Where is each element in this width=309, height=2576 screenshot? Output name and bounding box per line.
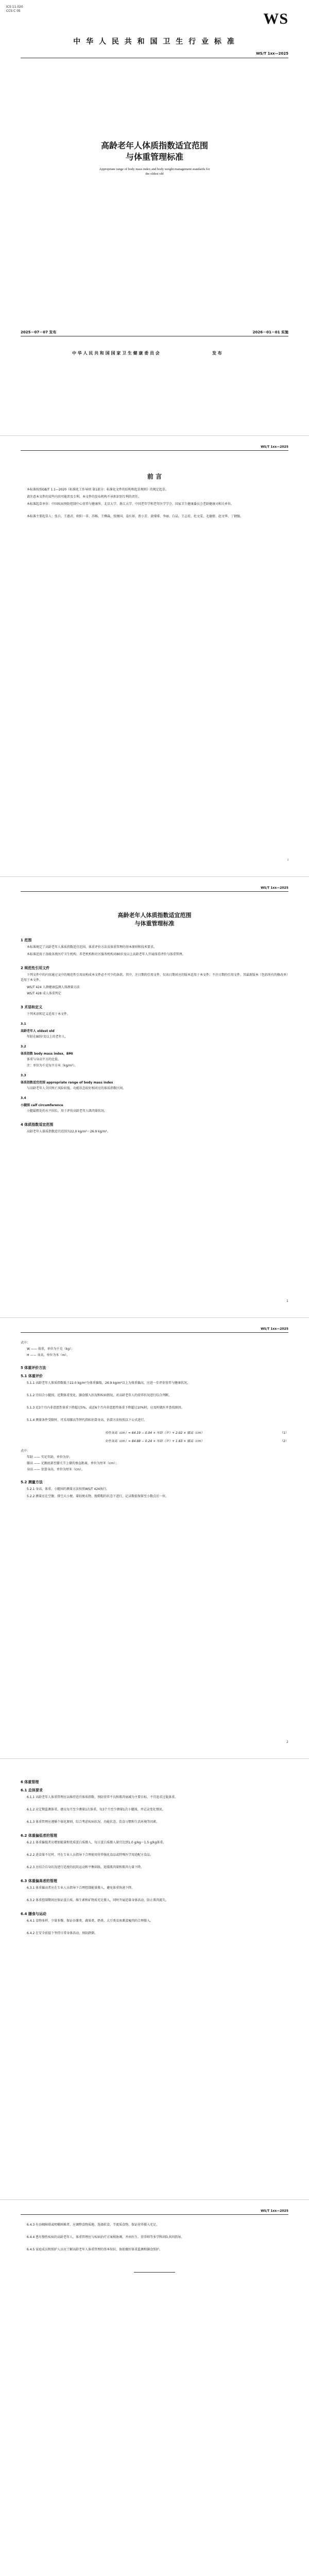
- paragraph: 本标准规定了高龄老年人体质指数适宜范围、体重评价方法及体重管理的基本原则和技术要求。: [27, 945, 157, 949]
- paragraph: 5.1.3 近3个月内非意愿性体重下降超过5%，或近6个月内非意愿性体重下降超过10%时，应及时就医并查找原因。: [27, 1406, 184, 1410]
- equation-number: （1）: [280, 1431, 288, 1435]
- paragraph: 5.2.2 测量应在空腹、排空大小便、着轻便衣物、脱鞋帽的状态下进行，记录数值保留至小数点后一位。: [27, 1495, 169, 1498]
- foreword-paragraph: 本标准起草单位：中国疾病预防控制中心营养与健康所、北京大学、浙江大学、中国老年学和老年医学学会、国家卫生健康委员会老龄健康司相关单位。: [27, 502, 234, 506]
- term-number: 3.2: [21, 1045, 26, 1048]
- paragraph: 6.1.2 应定期监测体重，建议每月至少测量1次体重，每3个月至少测量1次小腿围，并记录变化情况。: [27, 1808, 165, 1811]
- subsection-title: 5.2 测量方法: [21, 1480, 43, 1484]
- paragraph: 下列文件中的内容通过文中的规范性引用而构成本文件必不可少的条款。其中，注日期的引用文件，仅该日期对应的版本适用于本文件；不注日期的引用文件，其最新版本（包括所有的修改单）适用于本文件。: [21, 973, 288, 982]
- paragraph: 6.4.1 食物多样、少量多餐，保证谷薯类、蔬果类、奶类、大豆类及鱼禽蛋瘦肉的合理摄入。: [27, 1919, 153, 1923]
- ws-logo: WS: [263, 10, 288, 27]
- paragraph: 6.4.5 家庭成员和照护人员应了解高龄老年人体重管理的基本知识，协助做好体重监测和膳食照护。: [27, 2248, 163, 2251]
- formula-legend-item: W —— 体重，单位为千克（kg）；: [27, 1347, 75, 1351]
- cover-title-en-2: the oldest old: [145, 172, 164, 176]
- paragraph: 5.1.2 宜结合小腿围、近期体重变化、膳食摄入状况和疾病情况，对高龄老年人的营养状况进行综合判断。: [27, 1394, 172, 1397]
- page-number: 1: [286, 1299, 288, 1303]
- term-note: 注：单位为千克每平方米（kg/m²）。: [27, 1064, 78, 1067]
- paragraph: 6.3.1 体重偏高者应在专业人员指导下合理控制能量摄入，避免体重快速下降。: [27, 1886, 135, 1890]
- paragraph: 6.2.2 进食量不足时，可在专业人员指导下合理使用营养强化食品或特殊医学用途配方食品。: [27, 1853, 153, 1857]
- section-title: 1 范围: [21, 938, 32, 942]
- formula-legend-item: 年龄 —— 实足年龄，单位为岁；: [27, 1455, 72, 1459]
- term-name: 体质指数适宜范围 appropriate range of body mass index: [21, 1081, 113, 1084]
- paragraph: 高龄老年人体质指数适宜范围为22.0 kg/m²～26.9 kg/m²。: [27, 1130, 110, 1133]
- cover-title-line-1: 高龄老年人体质指数适宜范围: [100, 141, 208, 150]
- implement-date: 2026－01－01 实施: [252, 330, 288, 334]
- section-title: 2 规范性引用文件: [21, 966, 50, 970]
- end-rule: [134, 2272, 175, 2273]
- paragraph: 下列术语和定义适用于本文件。: [27, 1012, 71, 1016]
- section-title: 4 体质指数适宜范围: [21, 1123, 54, 1127]
- term-definition: 与高龄老年人全因死亡风险较低、功能状态较好相对应的体质指数区间。: [27, 1087, 126, 1090]
- page-number: I: [287, 858, 288, 862]
- subsection-title: 6.3 体重偏高者的管理: [21, 1879, 57, 1883]
- publisher-action: 发 布: [212, 351, 222, 355]
- reference-item: WS/T 424 人群健康监测人体测量方法: [27, 986, 80, 989]
- body-page-2: [0, 1318, 309, 1758]
- paragraph: 本标准适用于各级各类医疗卫生机构、养老机构和社区服务机构对80岁及以上高龄老年人开展体重评价与体重管理。: [27, 953, 185, 956]
- section-title: 6 体重管理: [21, 1780, 39, 1784]
- paragraph: 5.1.4 测量条件受限时，可采用膝高等替代指标估算身高，估算方法按照以下公式进行。: [27, 1418, 147, 1422]
- equation-number: （2）: [280, 1439, 288, 1443]
- formula-legend-lead: 式中：: [21, 1449, 30, 1453]
- equation: 男性身高（cm）= 64.19 − 0.04 × 年龄（岁）+ 2.02 × 膝高（cm）: [105, 1431, 204, 1435]
- term-definition: 体重与身高平方的比值。: [27, 1058, 61, 1061]
- paragraph: 6.4.3 有吞咽障碍或咀嚼困难者，应调整食物质地，选择软食、半流质食物，保证营养摄入充足。: [27, 2223, 160, 2227]
- paragraph: 6.2.1 体重偏低者应增加能量和优质蛋白质摄入，每日蛋白质摄入量宜达到1.0 g/kg～1.5 g/kg体重。: [27, 1841, 166, 1844]
- ccs-code: CCS C 05: [6, 9, 21, 13]
- header-rule: [21, 450, 288, 451]
- body-page-3: [0, 1759, 309, 2199]
- page-number: 2: [286, 1740, 288, 1744]
- running-header-code: WS/T 1xx—2025: [261, 445, 288, 449]
- subsection-title: 6.4 膳食与运动: [21, 1912, 46, 1916]
- term-definition: 年龄在80岁及以上的老年人。: [27, 1035, 68, 1039]
- foreword-paragraph: 本标准按照GB/T 1.1—2020《标准化工作导则 第1部分：标准化文件的结构和起草规则》的规定起草。: [27, 488, 168, 492]
- term-definition: 小腿最粗处的水平围长，用于评价高龄老年人肌肉量状况。: [27, 1109, 108, 1113]
- standard-code: WS/T 1xx—2025: [256, 52, 288, 56]
- body-page-4: [0, 2200, 309, 2576]
- cover-title-line-2: 与体重管理标准: [125, 152, 183, 162]
- paragraph: 6.1.1 高龄老年人体重管理应以维持适宜体质指数、预防营养不良和肌肉衰减为主要目标，不宜追求过低体重。: [27, 1795, 178, 1799]
- subsection-title: 6.1 总体要求: [21, 1788, 43, 1792]
- header-rule: [21, 1332, 288, 1333]
- body-page-1: [0, 877, 309, 1317]
- equation: 女性身高（cm）= 84.88 − 0.24 × 年龄（岁）+ 1.83 × 膝高（cm）: [105, 1439, 204, 1443]
- paragraph: 6.1.3 体重管理应遵循个体化原则，综合考虑疾病状况、功能状态、饮食习惯和生活环境等因素。: [27, 1820, 160, 1824]
- term-number: 3.4: [21, 1096, 26, 1100]
- paragraph: 6.4.4 患有慢性疾病的高龄老年人，体重管理应与疾病治疗方案相协调，并由医生、营养师等多学科团队共同指导。: [27, 2235, 184, 2239]
- paragraph: 5.2.1 身高、体重、小腿围的测量方法按照WS/T 424执行。: [27, 1487, 109, 1491]
- formula-legend-lead: 式中：: [21, 1341, 30, 1345]
- running-header-code: WS/T 1xx—2025: [261, 886, 288, 890]
- term-name: 高龄老年人 oldest old: [21, 1029, 55, 1033]
- paragraph: 6.4.2 在安全前提下坚持日常身体活动，预防跌倒。: [27, 1931, 98, 1935]
- publish-date: 2025－07－07 发布: [21, 330, 57, 334]
- paragraph: 5.1.1 高龄老年人体质指数低于22.0 kg/m²为体重偏低，26.9 kg/m²以上为体重偏高，应进一步评估营养与健康状况。: [27, 1381, 190, 1385]
- term-name: 小腿围 calf circumference: [21, 1104, 63, 1107]
- ics-code: ICS 11.020: [6, 5, 23, 9]
- formula-legend-item: 膝高 —— 足跟底部至膝关节上缘的垂直距离，单位为厘米（cm）；: [27, 1462, 118, 1465]
- foreword-paragraph: 本标准主要起草人：张兵、王惠君、欧阳一非、苏畅、王柳森、张继国、姜红如、贾小芳、黄绯绯、李丽、白晶、王志宏、杜文雯、毛德倩、赵文华、丁钢强。: [27, 515, 244, 518]
- section-title: 3 术语和定义: [21, 1005, 43, 1009]
- subsection-title: 5.1 体重评价: [21, 1374, 43, 1378]
- paragraph: 6.3.2 体重控制期间应保证蛋白质、维生素和矿物质充足摄入，同时开展适量身体活动，防止肌肉流失。: [27, 1899, 169, 1902]
- term-number: 3.1: [21, 1022, 26, 1026]
- term-number: 3.3: [21, 1074, 26, 1077]
- header-rule: [21, 891, 288, 892]
- body-title-line-2: 与体重管理标准: [134, 920, 175, 927]
- running-header-code: WS/T 1xx—2025: [261, 2209, 288, 2213]
- header-rule: [21, 2214, 288, 2215]
- running-header-code: WS/T 1xx—2025: [261, 1327, 288, 1331]
- publisher: 中 华 人 民 共 和 国 国 家 卫 生 健 康 委 员 会: [72, 351, 160, 355]
- cover-page: [0, 0, 309, 435]
- paragraph: 6.2.3 应结合自身状况进行适度的抗阻运动和平衡训练，延缓肌肉量和肌肉力量下降。: [27, 1866, 144, 1869]
- formula-legend-item: 身高 —— 估算身高，单位为厘米（cm）。: [27, 1468, 84, 1471]
- foreword-paragraph: 请注意本文件的某些内容可能涉及专利。本文件的发布机构不承担识别专利的责任。: [27, 495, 142, 499]
- foreword-page: [0, 436, 309, 876]
- reference-item: WS/T 428 成人体重判定: [27, 992, 61, 995]
- body-title-line-1: 高龄老年人体质指数适宜范围: [117, 912, 192, 919]
- formula-legend-item: H —— 身高，单位为米（m）。: [27, 1353, 70, 1357]
- foreword-heading: 前 言: [147, 473, 162, 480]
- standard-category-title: 中 华 人 民 共 和 国 卫 生 行 业 标 准: [73, 38, 236, 46]
- section-title: 5 体重评价方法: [21, 1366, 46, 1370]
- cover-title-en-1: Appropriate range of body mass index and body weight management standards for: [99, 167, 210, 171]
- subsection-title: 6.2 体重偏低者的管理: [21, 1834, 57, 1838]
- term-name: 体质指数 body mass index，BMI: [21, 1052, 73, 1056]
